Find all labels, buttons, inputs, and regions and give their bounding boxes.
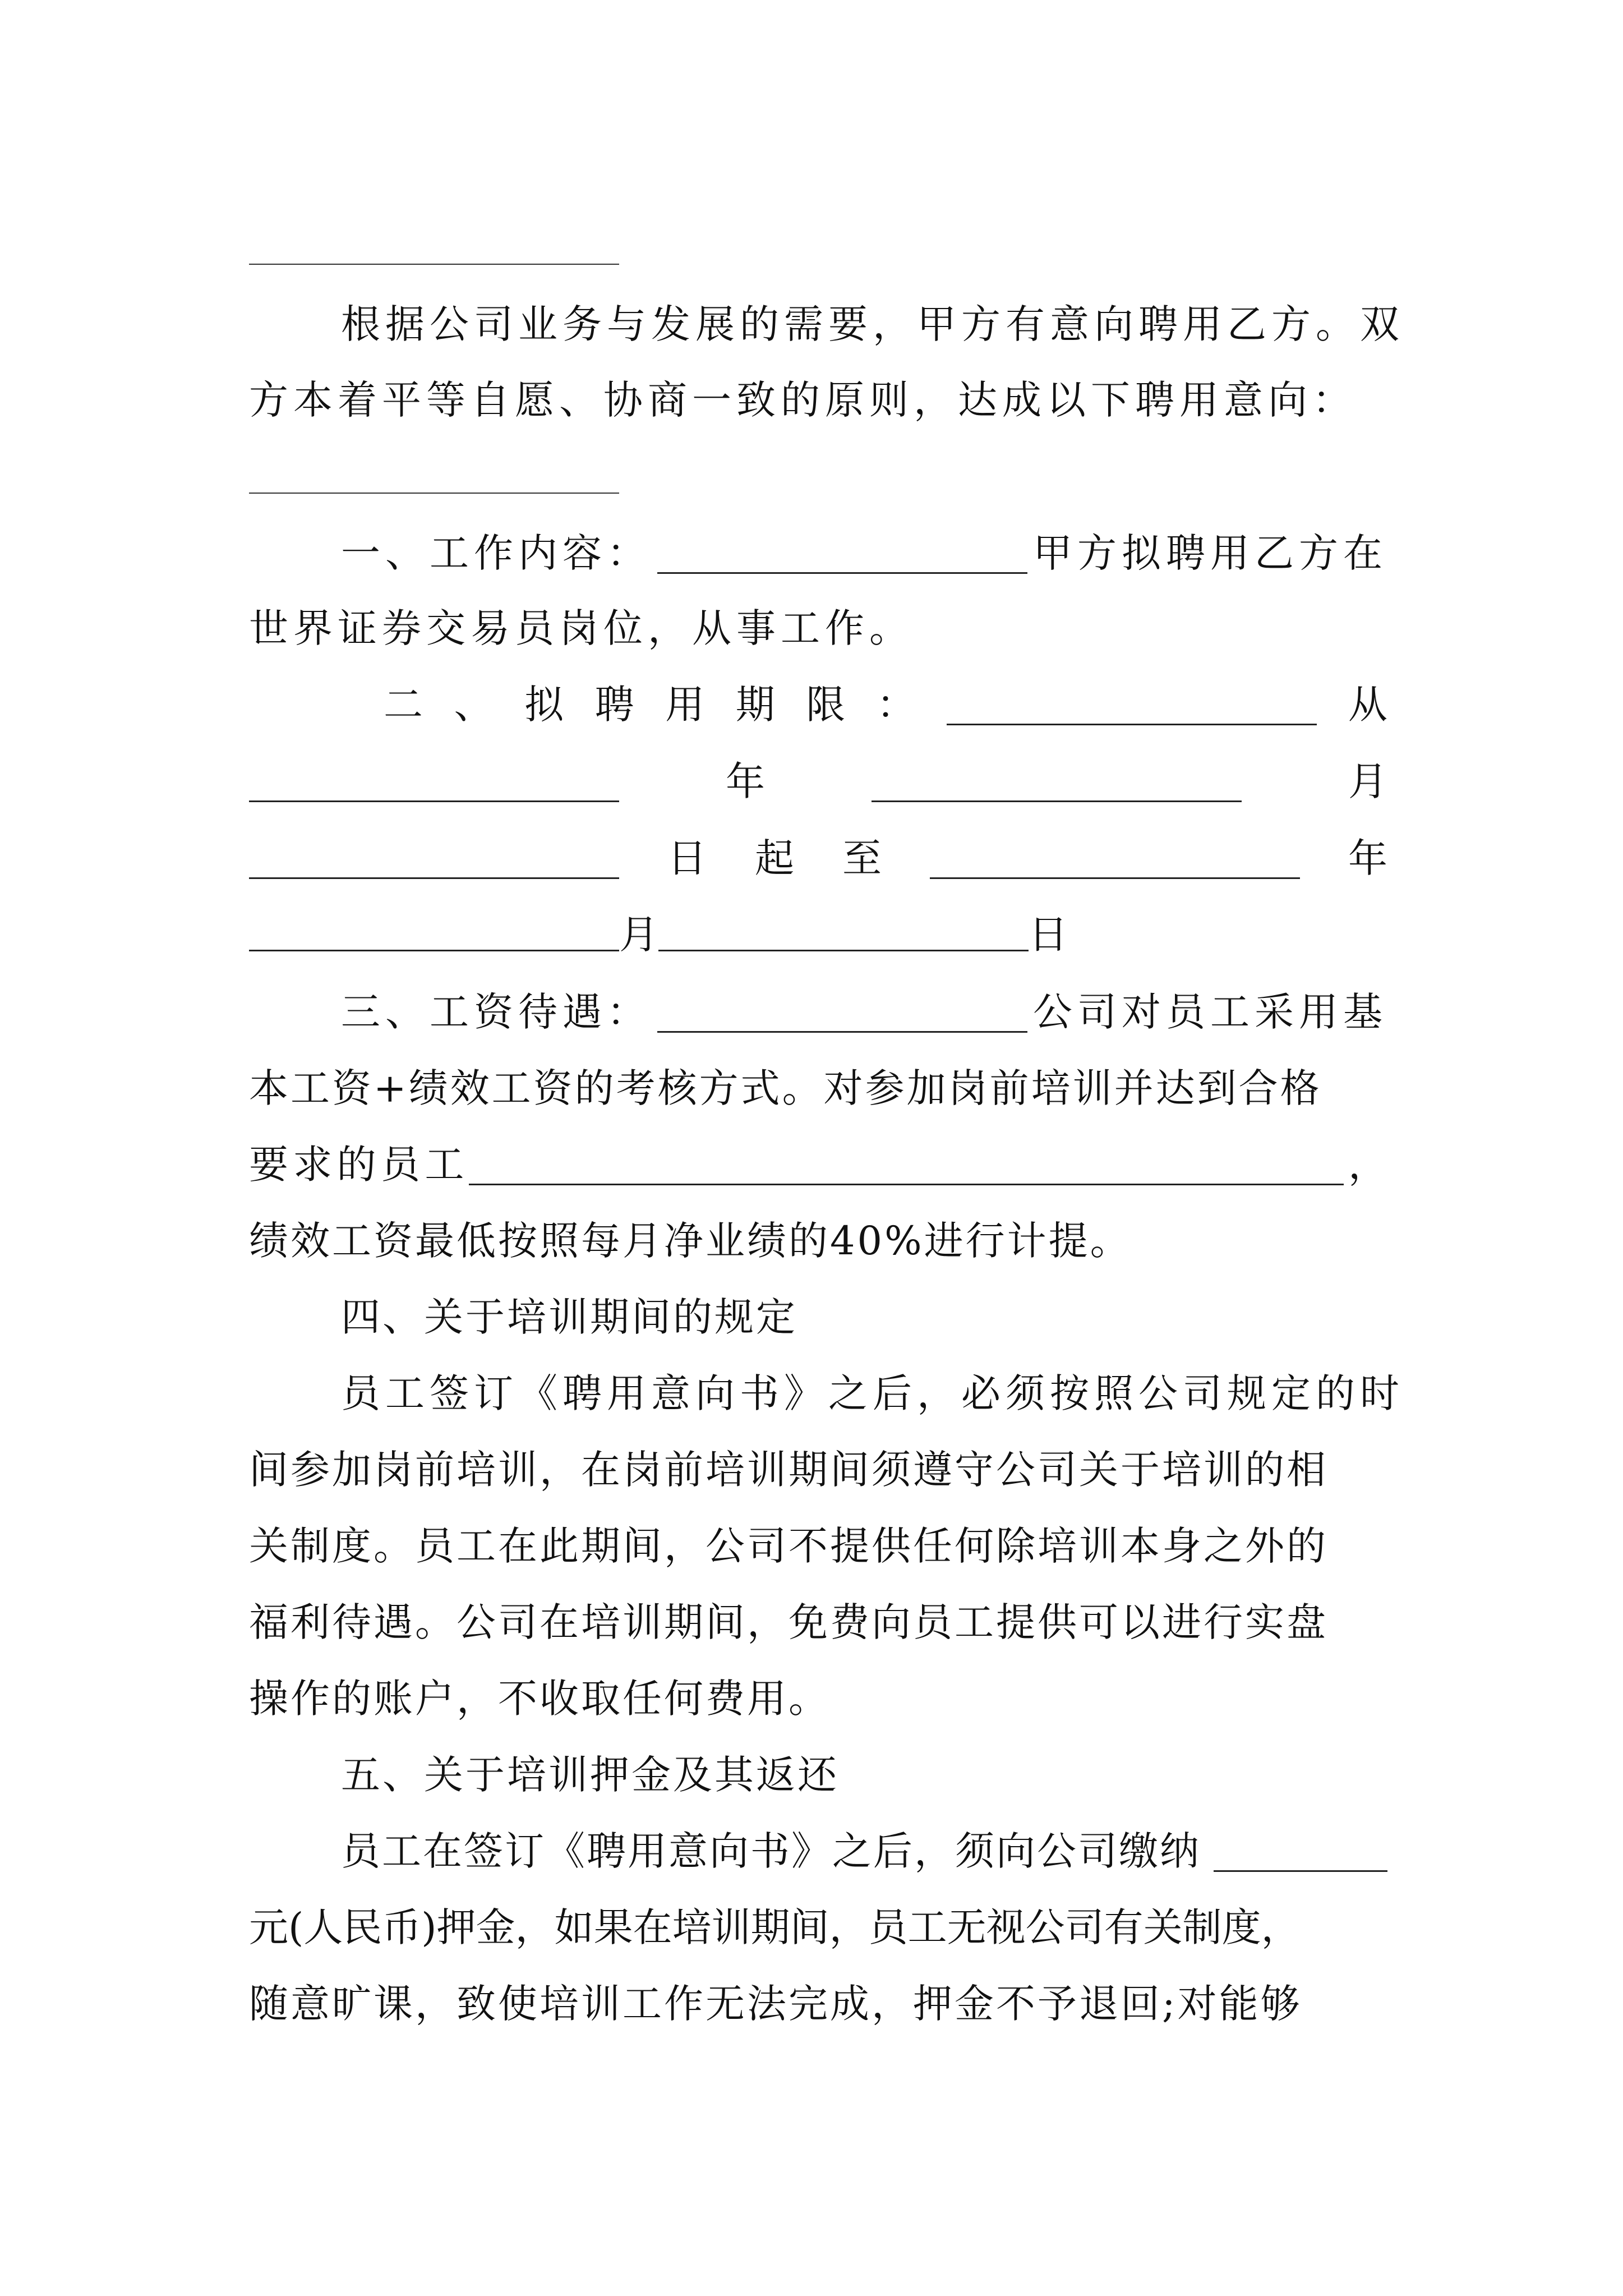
section3-label: 三、工资待遇： (341, 989, 651, 1035)
section3-char: 的 (336, 1142, 376, 1188)
section2-char: 用 (665, 682, 705, 728)
section2-line-3 (249, 820, 1387, 896)
section1-line-2: 世界证券交易员岗位，从事工作。 (249, 605, 914, 651)
section3-line-4: 绩效工资最低按照每月净业绩的40%进行计提。 (249, 1218, 1132, 1264)
section4-heading: 四、关于培训期间的规定 (341, 1294, 797, 1340)
section5-heading: 五、关于培训押金及其返还 (341, 1752, 839, 1798)
start-month-blank[interactable] (872, 761, 1242, 802)
start-day-blank[interactable] (249, 838, 619, 879)
deposit-amount-blank[interactable] (1214, 1831, 1387, 1872)
section3-char: 求 (293, 1142, 333, 1188)
intro-line-1: 根据公司业务与发展的需要，甲方有意向聘用乙方。双 (341, 301, 1404, 347)
section3-line-3 (249, 1126, 1387, 1203)
section4-line: 关制度。员工在此期间，公司不提供任何除培训本身之外的 (249, 1523, 1328, 1569)
day-label: 日 (1029, 912, 1068, 958)
end-year-blank[interactable] (930, 838, 1300, 879)
year-label: 年 (726, 758, 765, 804)
salary-blank[interactable] (657, 992, 1027, 1033)
qualified-employee-blank[interactable] (469, 1144, 1344, 1185)
from-label: 从 (1348, 682, 1387, 728)
section1-line-1 (249, 515, 1387, 591)
section2-char: 聘 (594, 682, 634, 728)
zhi-label: 至 (842, 835, 882, 881)
section2-line-4 (249, 896, 1387, 973)
section3-line-2: 本工资+绩效工资的考核方式。对参加岗前培训并达到合格 (249, 1065, 1322, 1111)
end-month-blank[interactable] (249, 910, 619, 951)
section3-char: 工 (425, 1142, 464, 1188)
section3-after-blank: 公司对员工采用基 (1033, 989, 1387, 1035)
separator-rule (249, 493, 619, 494)
section1-after-blank: 甲方拟聘用乙方在 (1033, 530, 1387, 576)
intro-line-2: 方本着平等自愿、协商一致的原则，达成以下聘用意向： (249, 377, 1357, 423)
section3-line3-end: ， (1348, 1142, 1387, 1188)
section2-char: 期 (735, 682, 775, 728)
work-content-blank[interactable] (657, 533, 1027, 574)
section2-char: 拟 (524, 682, 564, 728)
start-year-blank[interactable] (249, 761, 619, 802)
day-label: 日 (667, 835, 707, 881)
month-label: 月 (1348, 758, 1387, 804)
section3-line-1 (249, 974, 1387, 1050)
section4-line: 操作的账户，不收取任何费用。 (249, 1676, 830, 1722)
end-day-blank[interactable] (658, 910, 1029, 951)
section2-char: 、 (454, 682, 494, 728)
year-label: 年 (1348, 835, 1387, 881)
section3-char: 员 (380, 1142, 420, 1188)
section2-char: 限 (806, 682, 846, 728)
section1-label: 一、工作内容： (341, 530, 651, 576)
section5-line-1 (249, 1813, 1387, 1889)
section2-line-2 (249, 743, 1387, 820)
section4-line: 间参加岗前培训，在岗前培训期间须遵守公司关于培训的相 (249, 1447, 1328, 1493)
section2-char: ： (876, 682, 916, 728)
section2-char: 二 (384, 682, 423, 728)
section5-line: 随意旷课，致使培训工作无法完成，押金不予退回;对能够 (249, 1981, 1302, 2027)
section4-line: 福利待遇。公司在培训期间，免费向员工提供可以进行实盘 (249, 1599, 1328, 1645)
qi-label: 起 (755, 835, 794, 881)
section5-line: 元(人民币)押金，如果在培训期间，员工无视公司有关制度， (249, 1904, 1301, 1950)
section2-line-1 (249, 666, 1387, 743)
separator-rule (249, 264, 619, 265)
section3-char: 要 (249, 1142, 288, 1188)
section5-line1-text: 员工在签订《聘用意向书》之后，须向公司缴纳 (341, 1828, 1201, 1874)
period-blank[interactable] (947, 684, 1317, 725)
section4-line: 员工签订《聘用意向书》之后，必须按照公司规定的时 (341, 1370, 1404, 1416)
month-label: 月 (619, 912, 658, 958)
